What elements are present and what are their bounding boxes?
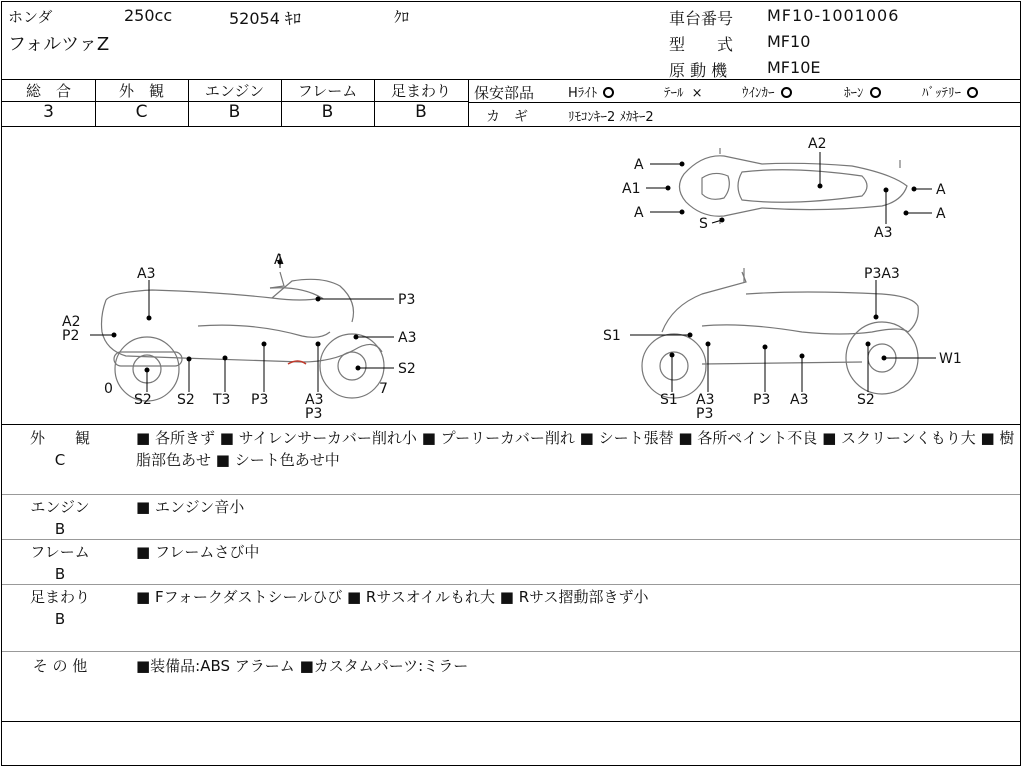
label-p3-2: P3 bbox=[753, 392, 771, 408]
label-a3-2: A3 bbox=[398, 330, 417, 346]
divider bbox=[468, 102, 1020, 103]
label-p2: P2 bbox=[62, 328, 80, 344]
headlight-status bbox=[568, 82, 614, 101]
frame-grade-label: フレーム bbox=[297, 82, 358, 100]
note-text: ■ 各所きず ■ サイレンサーカバー削れ小 ■ プーリーカバー削れ ■ シート張替 ■ 各所ペイント不良 ■ スクリーンくもり大 ■ 樹脂部色あせ ■ シート色あせ中 bbox=[136, 429, 1015, 469]
mileage: 52054 ｷﾛ bbox=[229, 9, 301, 28]
tail-status bbox=[664, 82, 703, 101]
label-s: S bbox=[699, 216, 708, 232]
label-a: A bbox=[274, 252, 284, 268]
exterior-grade-label: 外 観 bbox=[118, 82, 164, 100]
overall-grade-label: 総 合 bbox=[25, 82, 71, 100]
maker: ホンダ bbox=[8, 8, 53, 26]
divider bbox=[2, 721, 1020, 722]
color: ｸﾛ bbox=[394, 8, 410, 26]
suspension-grade-value: B bbox=[415, 102, 427, 122]
winker-status bbox=[742, 82, 792, 101]
engine-grade-value: B bbox=[228, 102, 241, 122]
label-p3: P3 bbox=[398, 292, 416, 308]
label-a-2: A bbox=[634, 205, 644, 221]
divider bbox=[468, 79, 469, 126]
horn-label: ﾎｰﾝ bbox=[844, 86, 864, 101]
key-label: カ ギ bbox=[486, 109, 528, 125]
frame-grade-value: B bbox=[321, 102, 334, 122]
divider bbox=[2, 539, 1020, 540]
label-p3a3: P3A3 bbox=[864, 266, 900, 282]
divider bbox=[2, 494, 1020, 495]
label-a3: A3 bbox=[696, 392, 715, 408]
overall-grade-value: 3 bbox=[43, 102, 54, 122]
note-text: ■ フレームさび中 bbox=[136, 543, 260, 561]
note-frame bbox=[2, 541, 1020, 583]
label-s2-3: S2 bbox=[177, 392, 195, 408]
top-view-labels bbox=[622, 136, 946, 241]
right-view-labels bbox=[603, 266, 962, 422]
key-value: ﾘﾓｺﾝｷｰ2 ﾒｶｷｰ2 bbox=[568, 110, 654, 125]
frame-number: MF10-1001006 bbox=[767, 6, 900, 25]
note-category: フレーム bbox=[30, 543, 90, 561]
label-a2: A2 bbox=[808, 136, 827, 152]
frame-number-label: 車台番号 bbox=[669, 9, 734, 28]
winker-label: ｳｲﾝｶｰ bbox=[742, 86, 775, 101]
engine-grade-label: エンジン bbox=[204, 82, 265, 100]
note-category: 足まわり bbox=[29, 588, 90, 606]
note-text: ■ エンジン音小 bbox=[136, 498, 245, 516]
label-zero: 0 bbox=[104, 381, 113, 397]
tail-mark: × bbox=[691, 86, 703, 101]
note-category: エンジン bbox=[30, 498, 90, 516]
label-a-1: A bbox=[634, 157, 644, 173]
label-s2: S2 bbox=[857, 392, 875, 408]
label-seven: 7 bbox=[379, 381, 388, 397]
divider bbox=[2, 651, 1020, 652]
note-grade: B bbox=[54, 565, 66, 583]
battery-label: ﾊﾞｯﾃﾘｰ bbox=[922, 86, 961, 101]
note-text: ■装備品:ABS アラーム ■カスタムパーツ:ミラー bbox=[136, 657, 469, 675]
label-a1: A1 bbox=[622, 181, 641, 197]
damage-diagram bbox=[2, 126, 1020, 424]
scooter-right-side bbox=[642, 268, 918, 398]
note-grade: B bbox=[54, 610, 66, 628]
label-a-3: A bbox=[936, 182, 946, 198]
ok-circle-icon bbox=[870, 87, 881, 98]
label-p3-2: P3 bbox=[251, 392, 269, 408]
horn-status bbox=[844, 82, 881, 101]
note-grade: C bbox=[54, 451, 66, 469]
engine-model-label: 原 動 機 bbox=[669, 61, 728, 80]
label-s1-2: S1 bbox=[660, 392, 678, 408]
note-category: 外 観 bbox=[29, 429, 90, 447]
model-name: フォルツァZ bbox=[8, 34, 110, 55]
exterior-grade-value: C bbox=[135, 102, 148, 122]
ok-circle-icon bbox=[967, 87, 978, 98]
label-a-4: A bbox=[936, 206, 946, 222]
scooter-top-view bbox=[679, 148, 907, 224]
suspension-grade-label: 足まわり bbox=[390, 82, 451, 100]
note-grade: B bbox=[54, 520, 66, 538]
note-suspension bbox=[2, 586, 1020, 650]
label-s2-2: S2 bbox=[134, 392, 152, 408]
divider bbox=[2, 584, 1020, 585]
label-a3: A3 bbox=[874, 225, 893, 241]
note-text: ■ Fフォークダストシールひび ■ Rサスオイルもれ大 ■ Rサス摺動部きず小 bbox=[136, 588, 649, 606]
headlight-label: Hﾗｲﾄ bbox=[568, 86, 598, 101]
scooter-left-side bbox=[102, 272, 385, 401]
note-category: そ の 他 bbox=[32, 657, 88, 675]
label-a2: A2 bbox=[62, 314, 81, 330]
type-label: 型 式 bbox=[669, 35, 734, 54]
label-w1: W1 bbox=[939, 351, 962, 367]
ok-circle-icon bbox=[781, 87, 792, 98]
safety-parts-title: 保安部品 bbox=[474, 84, 535, 102]
note-exterior bbox=[2, 427, 1020, 493]
label-s2: S2 bbox=[398, 361, 416, 377]
label-p3-3: P3 bbox=[305, 406, 323, 422]
right-view-markers bbox=[630, 280, 936, 392]
left-view-markers bbox=[90, 254, 394, 392]
label-a3-2: A3 bbox=[790, 392, 809, 408]
label-p3: P3 bbox=[696, 406, 714, 422]
type-value: MF10 bbox=[767, 32, 811, 51]
note-engine bbox=[2, 496, 1020, 538]
label-s1: S1 bbox=[603, 328, 621, 344]
divider bbox=[2, 424, 1020, 425]
label-t3: T3 bbox=[213, 392, 231, 408]
label-a3-3: A3 bbox=[305, 392, 324, 408]
label-a3: A3 bbox=[137, 266, 156, 282]
displacement: 250cc bbox=[124, 6, 173, 25]
engine-model-value: MF10E bbox=[767, 58, 821, 77]
inspection-sheet bbox=[1, 1, 1021, 766]
tail-label: ﾃｰﾙ bbox=[664, 86, 684, 101]
ok-circle-icon bbox=[603, 87, 614, 98]
battery-status bbox=[922, 82, 978, 101]
note-other bbox=[2, 655, 1020, 719]
